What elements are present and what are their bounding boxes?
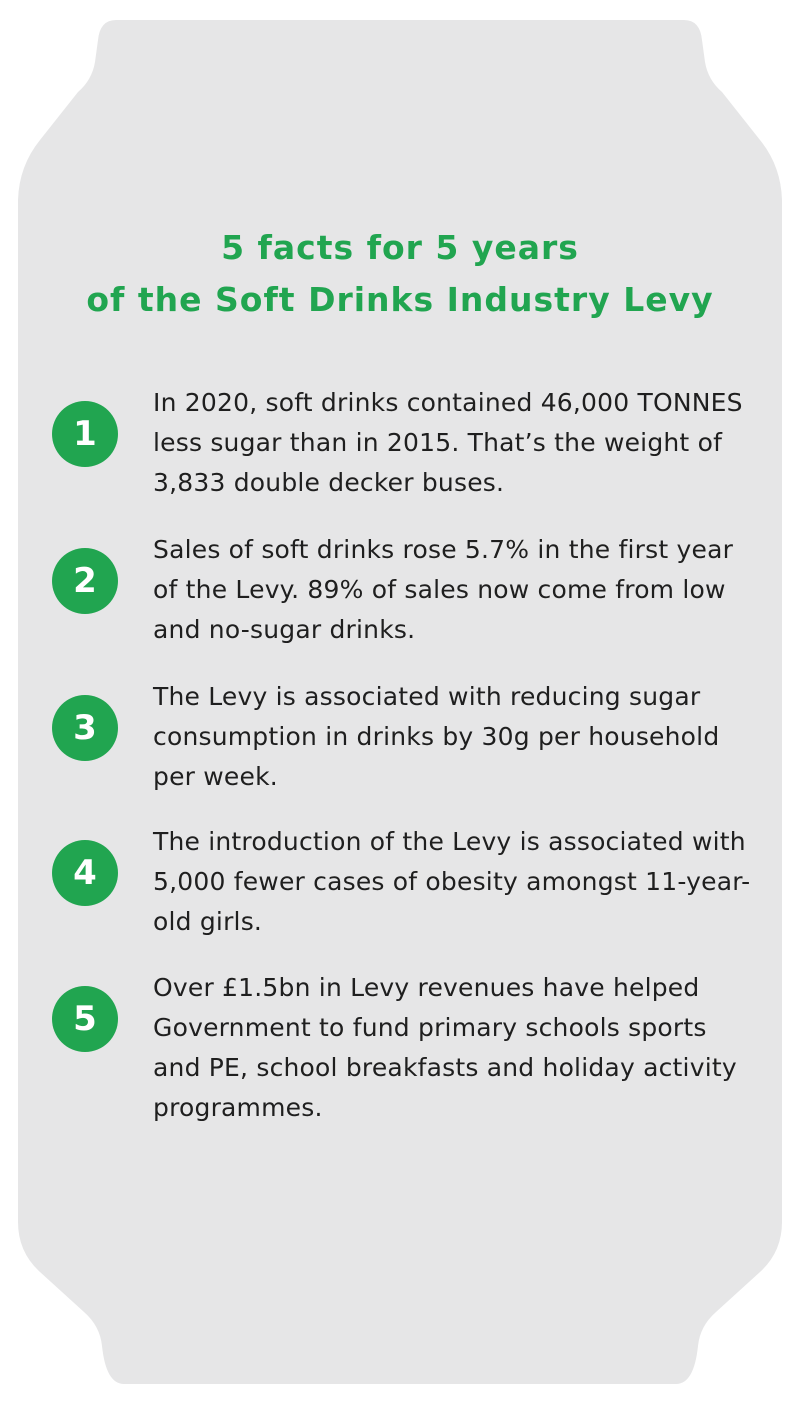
- fact-text-5: Over £1.5bn in Levy revenues have helped Government to fund primary schools sports and PE, school breakfasts and holiday activity programmes.: [153, 973, 737, 1122]
- title-line-2: of the Soft Drinks Industry Levy: [86, 280, 714, 319]
- fact-text-2: Sales of soft drinks rose 5.7% in the first year of the Levy. 89% of sales now come from low and no-sugar drinks.: [153, 535, 734, 644]
- number-badge-3: 3: [52, 695, 118, 761]
- number-badge-1: 1: [52, 401, 118, 467]
- fact-text-3: The Levy is associated with reducing sugar consumption in drinks by 30g per household per week.: [153, 682, 720, 791]
- number-badge-4: 4: [52, 840, 118, 906]
- number-badge-5: 5: [52, 986, 118, 1052]
- fact-text-4: The introduction of the Levy is associated with 5,000 fewer cases of obesity amongst 11-year-old girls.: [153, 827, 751, 936]
- number-badge-2: 2: [52, 548, 118, 614]
- fact-text-1: In 2020, soft drinks contained 46,000 TONNES less sugar than in 2015. That’s the weight of 3,833 double decker buses.: [153, 388, 743, 497]
- title-line-1: 5 facts for 5 years: [221, 228, 579, 267]
